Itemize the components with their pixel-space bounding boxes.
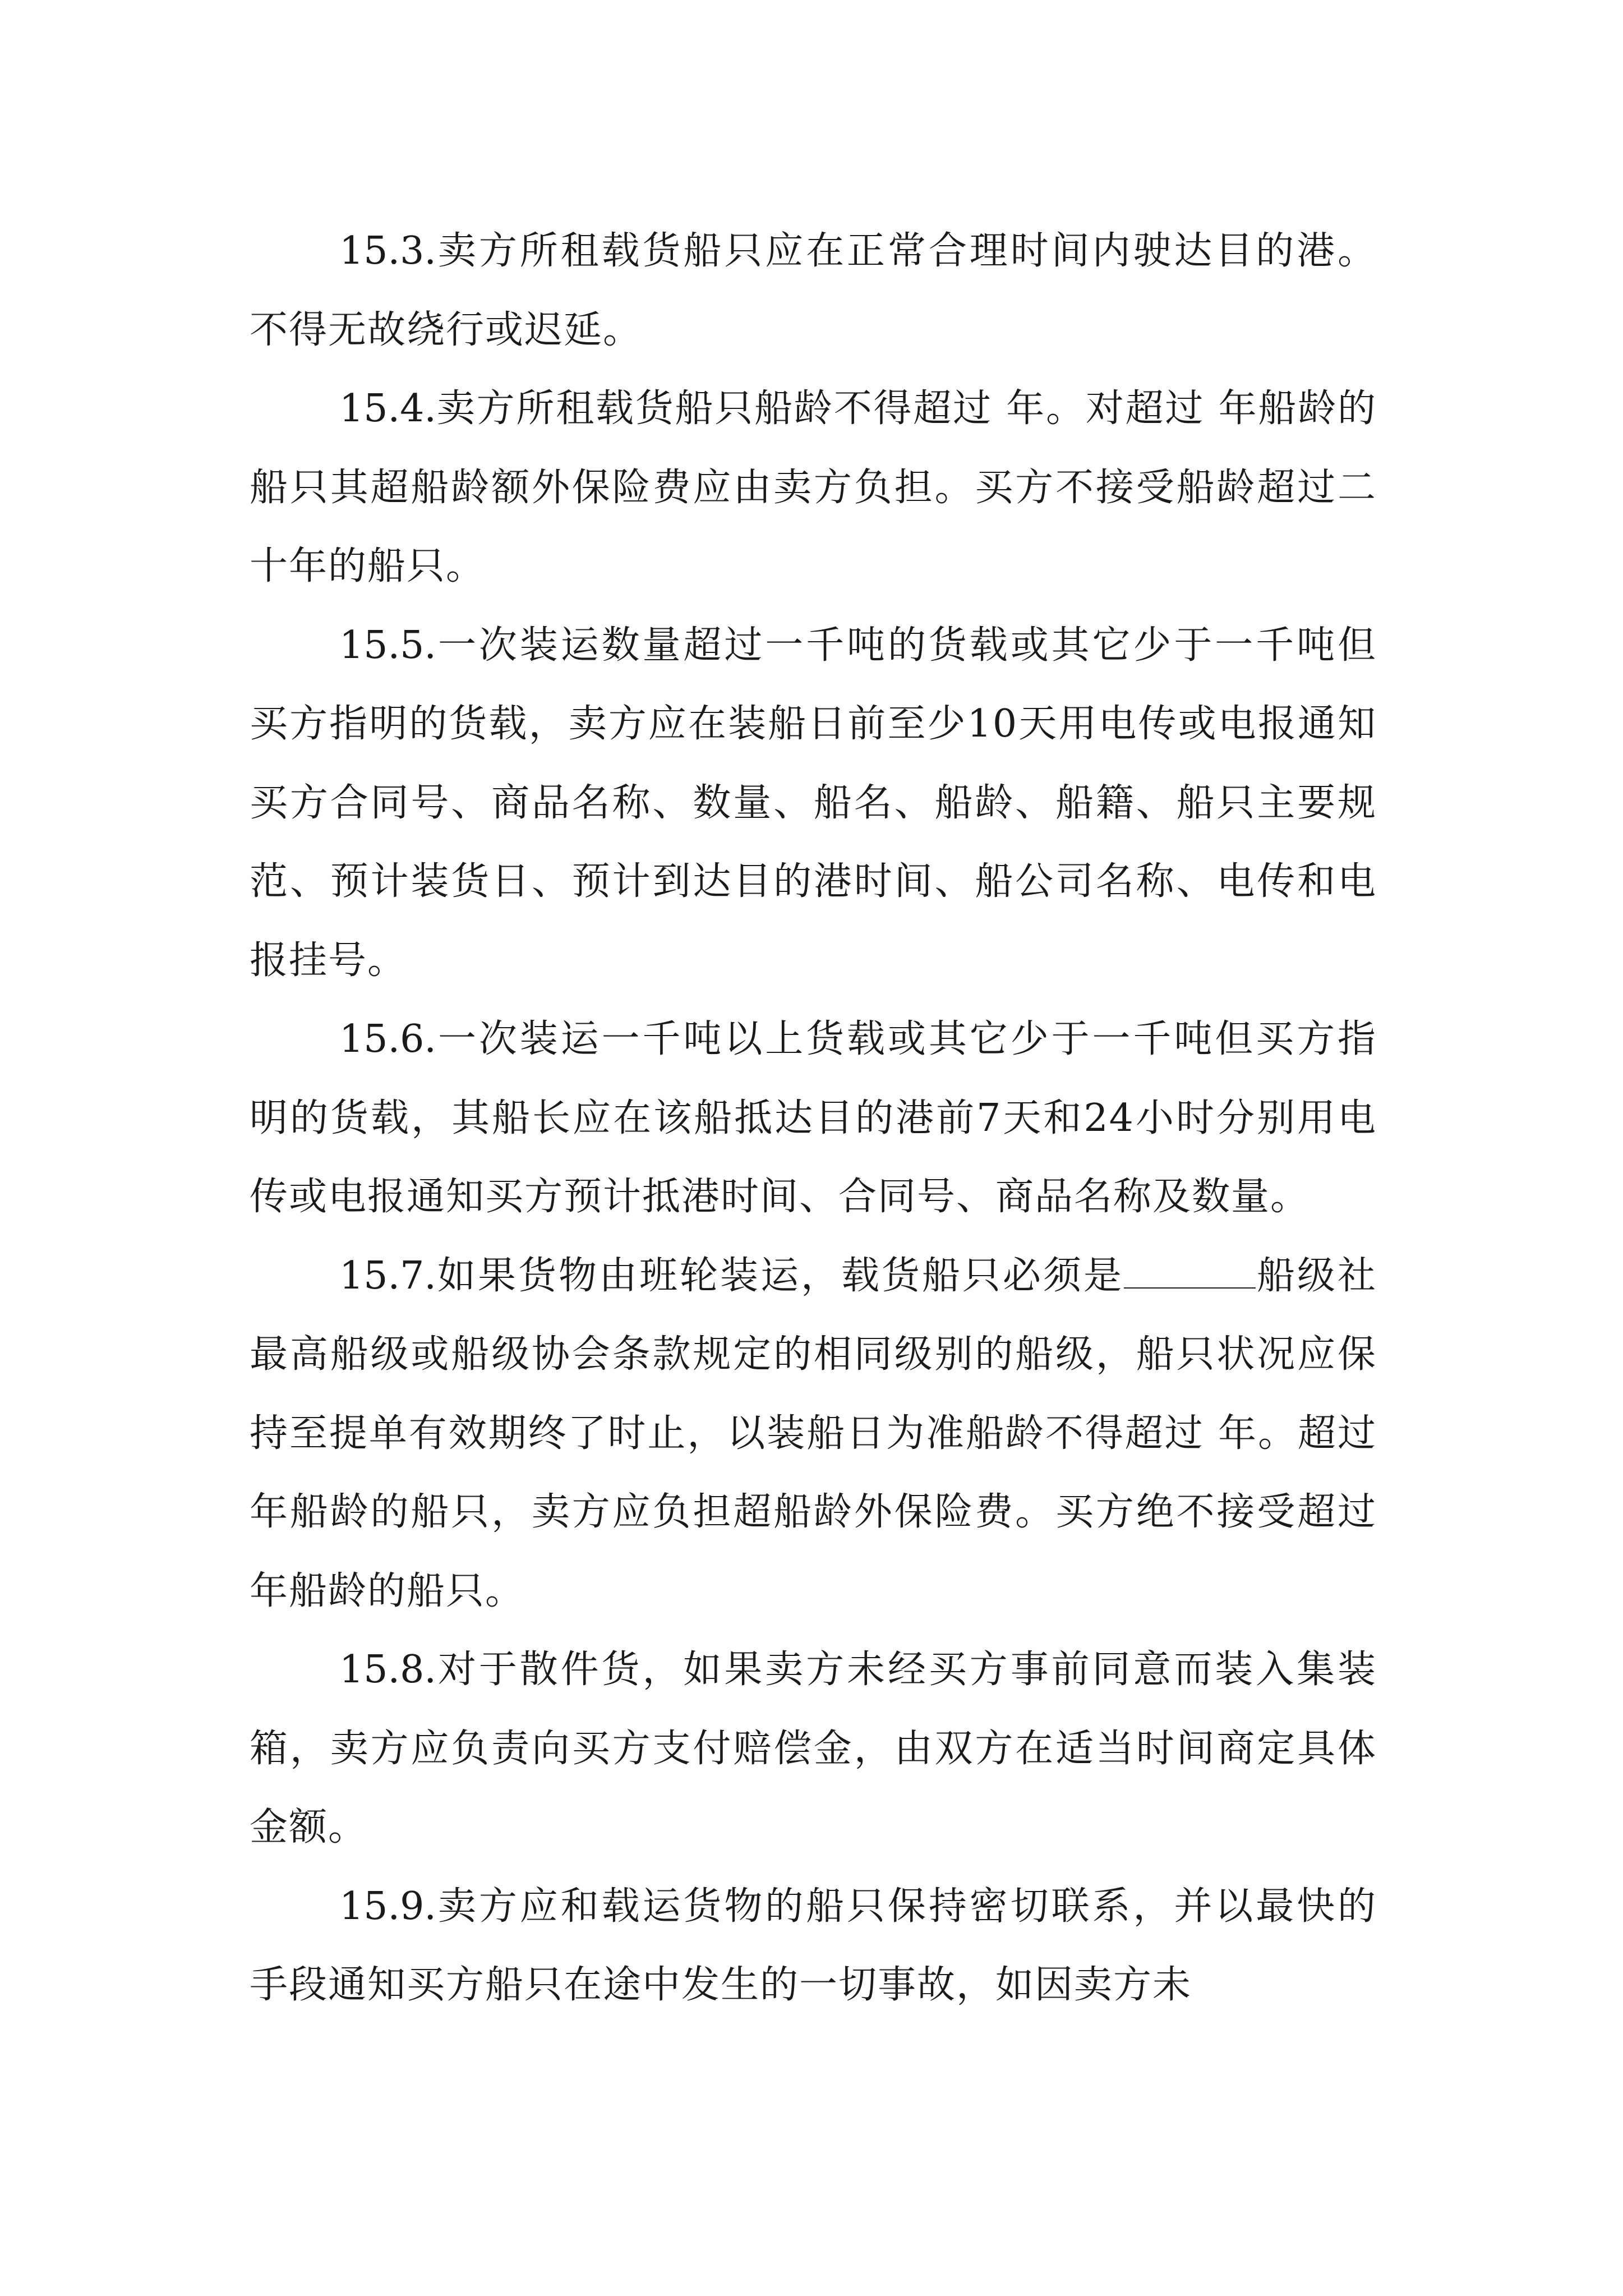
document-body <box>250 212 1377 2025</box>
clause-number: 15.3. <box>339 229 437 273</box>
clause-number: 15.7. <box>339 1253 437 1298</box>
clause-text-before-blank: 如果货物由班轮装运，载货船只必须是 <box>436 1253 1124 1298</box>
clause-number: 15.9. <box>339 1884 437 1929</box>
clause-text: 卖方所租载货船只船龄不得超过 年。对超过 年船龄的船只其超船龄额外保险费应由卖方负担。买方不接受船龄超过二十年的船只。 <box>250 386 1377 588</box>
clause-text-after-blank: 船级社最高船级或船级协会条款规定的相同级别的船级，船只状况应保持至提单有效期终了时止，以装船日为准船龄不得超过 年。超过 年船龄的船只，卖方应负担超船龄外保险费。买方绝不接受超过 年船龄的船只。 <box>250 1253 1377 1613</box>
clause-15-9 <box>250 1867 1377 2025</box>
clause-text: 对于散件货，如果卖方未经买方事前同意而装入集装箱，卖方应负责向买方支付赔偿金，由双方在适当时间商定具体金额。 <box>250 1648 1377 1849</box>
clause-text: 一次装运一千吨以上货载或其它少于一千吨但买方指明的货载，其船长应在该船抵达目的港前7天和24小时分别用电传或电报通知买方预计抵港时间、合同号、商品名称及数量。 <box>250 1017 1377 1219</box>
clause-number: 15.8. <box>339 1648 437 1692</box>
clause-15-7 <box>250 1237 1377 1631</box>
clause-number: 15.6. <box>339 1017 437 1061</box>
clause-15-8 <box>250 1631 1377 1867</box>
clause-number: 15.4. <box>339 386 437 431</box>
clause-15-6 <box>250 1000 1377 1237</box>
clause-text: 卖方所租载货船只应在正常合理时间内驶达目的港。不得无故绕行或迟延。 <box>250 229 1377 352</box>
clause-text: 卖方应和载运货物的船只保持密切联系，并以最快的手段通知买方船只在途中发生的一切事故，如因卖方未 <box>250 1884 1377 2007</box>
clause-number: 15.5. <box>339 623 437 668</box>
fill-in-blank <box>1124 1257 1256 1289</box>
clause-15-4 <box>250 370 1377 606</box>
clause-15-3 <box>250 212 1377 370</box>
clause-15-5 <box>250 606 1377 1001</box>
clause-text: 一次装运数量超过一千吨的货载或其它少于一千吨但买方指明的货载，卖方应在装船日前至少10天用电传或电报通知买方合同号、商品名称、数量、船名、船龄、船籍、船只主要规范、预计装货日、预计到达目的港时间、船公司名称、电传和电报挂号。 <box>250 623 1377 983</box>
